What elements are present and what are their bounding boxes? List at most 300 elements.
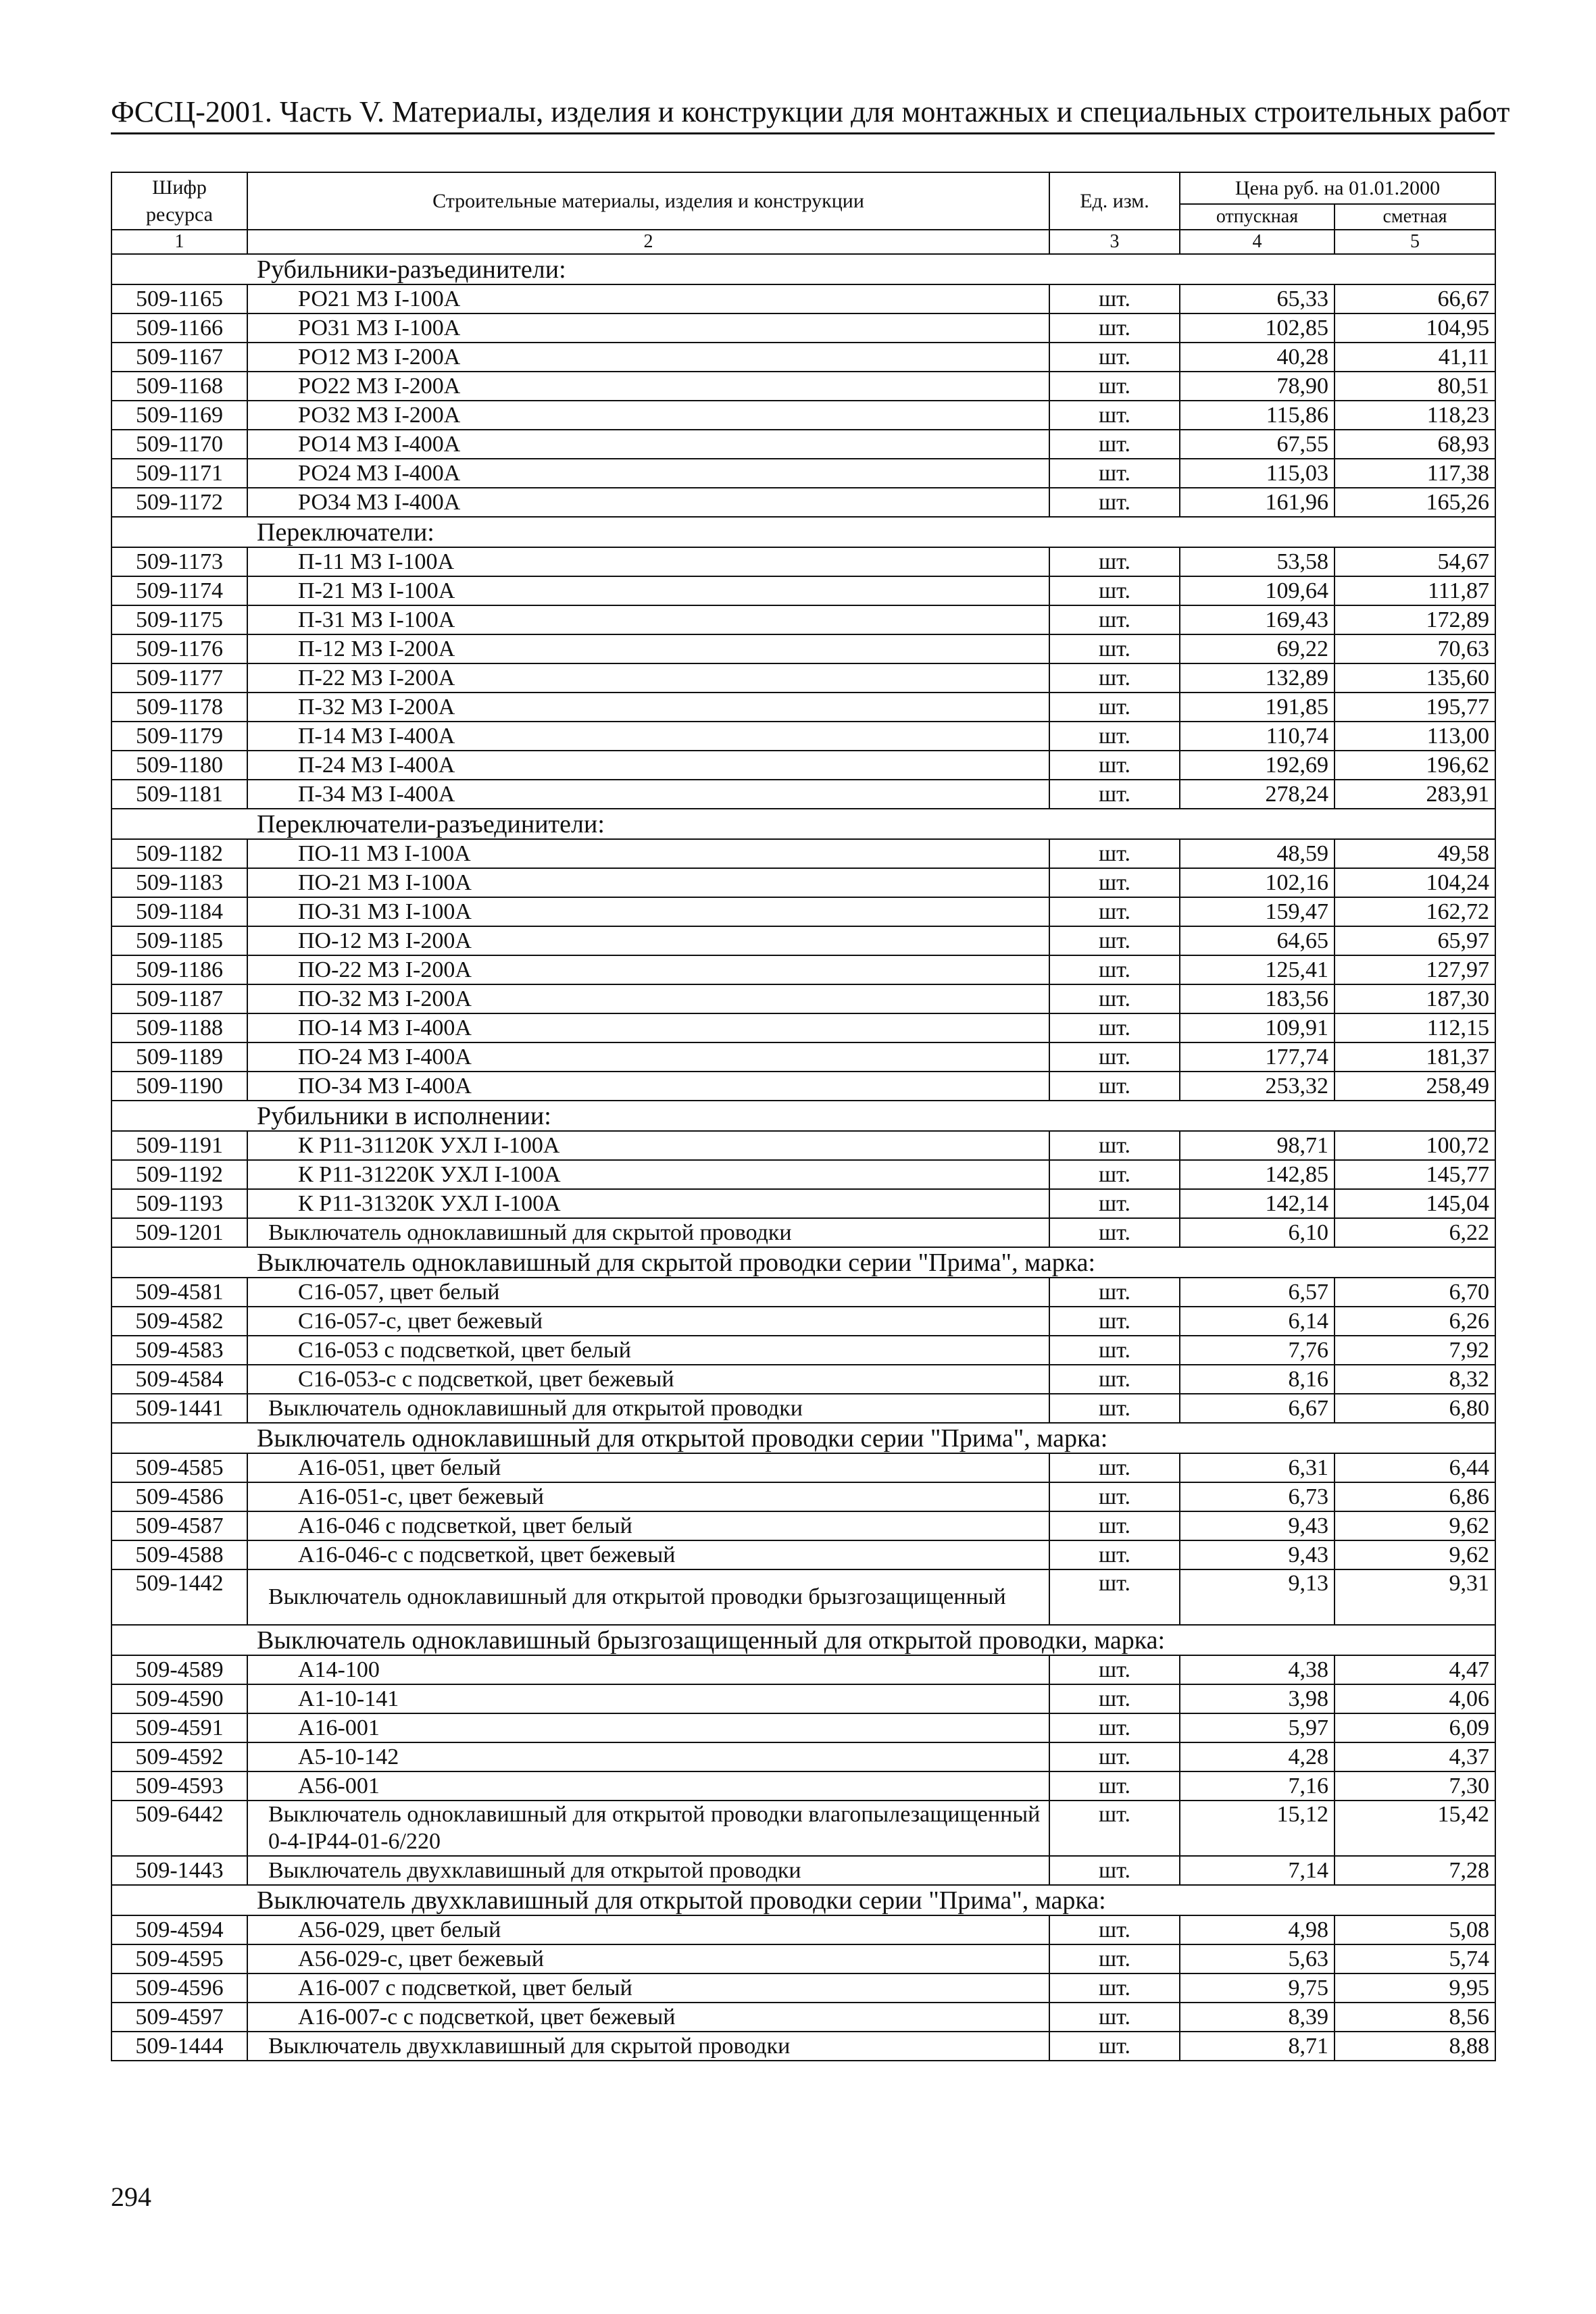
resource-code-cell: 509-1184 [111,897,247,926]
resource-code-cell: 509-1165 [111,284,247,313]
release-price-cell: 3,98 [1180,1684,1335,1713]
unit-cell: шт. [1049,1856,1180,1885]
release-price-cell: 115,03 [1180,459,1335,488]
release-price-cell: 5,97 [1180,1713,1335,1742]
table-row [111,1336,1495,1365]
release-price-cell: 192,69 [1180,751,1335,780]
item-name-cell: П-21 МЗ I-100А [247,576,1049,605]
resource-code-cell: 509-1179 [111,722,247,751]
table-row [111,1801,1495,1856]
item-name-cell: ПО-31 МЗ I-100А [247,897,1049,926]
item-name-cell: А16-051, цвет белый [247,1453,1049,1482]
item-name-cell: С16-053-с с подсветкой, цвет бежевый [247,1365,1049,1394]
section-heading-row [111,254,1495,284]
resource-code-cell: 509-1443 [111,1856,247,1885]
estimate-price-cell: 9,95 [1335,1973,1495,2003]
resource-code-cell: 509-1173 [111,547,247,576]
unit-cell: шт. [1049,1655,1180,1684]
table-row [111,1013,1495,1042]
item-name-cell: РО31 МЗ I-100А [247,313,1049,343]
resource-code-cell: 509-1192 [111,1160,247,1189]
table-row [111,547,1495,576]
estimate-price-cell: 8,88 [1335,2032,1495,2061]
estimate-price-cell: 187,30 [1335,984,1495,1013]
table-row [111,1453,1495,1482]
estimate-price-cell: 135,60 [1335,663,1495,693]
unit-cell: шт. [1049,1713,1180,1742]
unit-cell: шт. [1049,1482,1180,1511]
resource-code-cell: 509-1190 [111,1072,247,1101]
item-name-cell: А56-029, цвет белый [247,1915,1049,1944]
resource-code-cell: 509-1167 [111,343,247,372]
item-name-cell: Выключатель одноклавишный для открытой проводки влагопылезащищенный 0-4-IP44-01-6/220 [247,1801,1049,1856]
release-price-cell: 161,96 [1180,488,1335,517]
item-name-cell: К Р11-31220К УХЛ I-100А [247,1160,1049,1189]
table-row [111,926,1495,955]
estimate-price-cell: 9,62 [1335,1540,1495,1569]
unit-cell: шт. [1049,1307,1180,1336]
item-name-cell: РО22 МЗ I-200А [247,372,1049,401]
table-row [111,401,1495,430]
estimate-price-cell: 181,37 [1335,1042,1495,1072]
release-price-cell: 6,57 [1180,1278,1335,1307]
resource-code-cell: 509-4590 [111,1684,247,1713]
release-price-cell: 9,43 [1180,1511,1335,1540]
resource-code-cell: 509-1183 [111,868,247,897]
unit-cell: шт. [1049,984,1180,1013]
unit-cell: шт. [1049,1218,1180,1247]
table-row [111,1042,1495,1072]
resource-code-cell: 509-6442 [111,1801,247,1856]
release-price-cell: 109,64 [1180,576,1335,605]
table-row [111,1915,1495,1944]
unit-cell: шт. [1049,780,1180,809]
section-title: Рубильники-разъединители: [111,254,1495,284]
resource-code-cell: 509-1172 [111,488,247,517]
table-row [111,1713,1495,1742]
unit-cell: шт. [1049,1453,1180,1482]
section-title: Выключатель одноклавишный брызгозащищенный для открытой проводки, марка: [111,1625,1495,1655]
unit-cell: шт. [1049,839,1180,868]
unit-cell: шт. [1049,663,1180,693]
estimate-price-cell: 7,28 [1335,1856,1495,1885]
resource-code-cell: 509-1187 [111,984,247,1013]
unit-cell: шт. [1049,868,1180,897]
unit-cell: шт. [1049,1915,1180,1944]
resource-code-cell: 509-1171 [111,459,247,488]
estimate-price-cell: 162,72 [1335,897,1495,926]
table-row [111,955,1495,984]
table-row [111,1655,1495,1684]
release-price-cell: 98,71 [1180,1131,1335,1160]
section-heading-row [111,517,1495,547]
item-name-cell: К Р11-31120К УХЛ I-100А [247,1131,1049,1160]
unit-cell: шт. [1049,1072,1180,1101]
table-row [111,1365,1495,1394]
estimate-price-cell: 104,24 [1335,868,1495,897]
unit-cell: шт. [1049,1189,1180,1218]
release-price-cell: 78,90 [1180,372,1335,401]
unit-cell: шт. [1049,693,1180,722]
section-heading-row [111,1101,1495,1131]
item-name-cell: Выключатель двухклавишный для открытой проводки [247,1856,1049,1885]
estimate-price-cell: 5,74 [1335,1944,1495,1973]
unit-cell: шт. [1049,576,1180,605]
estimate-price-cell: 6,26 [1335,1307,1495,1336]
item-name-cell: П-32 МЗ I-200А [247,693,1049,722]
unit-cell: шт. [1049,284,1180,313]
release-price-cell: 6,73 [1180,1482,1335,1511]
item-name-cell: П-11 МЗ I-100А [247,547,1049,576]
item-name-cell: ПО-11 МЗ I-100А [247,839,1049,868]
release-price-cell: 278,24 [1180,780,1335,809]
item-name-cell: РО34 МЗ I-400А [247,488,1049,517]
resource-code-cell: 509-1189 [111,1042,247,1072]
item-name-cell: А16-007-с с подсветкой, цвет бежевый [247,2003,1049,2032]
unit-cell: шт. [1049,547,1180,576]
release-price-cell: 7,76 [1180,1336,1335,1365]
resource-code-cell: 509-1441 [111,1394,247,1423]
unit-cell: шт. [1049,1394,1180,1423]
release-price-cell: 6,31 [1180,1453,1335,1482]
release-price-cell: 8,39 [1180,2003,1335,2032]
estimate-price-cell: 4,06 [1335,1684,1495,1713]
estimate-price-cell: 111,87 [1335,576,1495,605]
estimate-price-cell: 6,44 [1335,1453,1495,1482]
release-price-cell: 9,75 [1180,1973,1335,2003]
item-name-cell: А16-007 с подсветкой, цвет белый [247,1973,1049,2003]
item-name-cell: П-14 МЗ I-400А [247,722,1049,751]
item-name-cell: РО14 МЗ I-400А [247,430,1049,459]
release-price-cell: 48,59 [1180,839,1335,868]
resource-code-cell: 509-1180 [111,751,247,780]
estimate-price-cell: 4,37 [1335,1742,1495,1771]
estimate-price-cell: 117,38 [1335,459,1495,488]
table-row [111,430,1495,459]
page-number: 294 [111,2182,151,2212]
resource-code-cell: 509-1188 [111,1013,247,1042]
table-row [111,343,1495,372]
estimate-price-cell: 195,77 [1335,693,1495,722]
item-name-cell: П-24 МЗ I-400А [247,751,1049,780]
section-heading-row [111,1625,1495,1655]
unit-cell: шт. [1049,343,1180,372]
estimate-price-cell: 6,86 [1335,1482,1495,1511]
item-name-cell: Выключатель двухклавишный для скрытой проводки [247,2032,1049,2061]
item-name-cell: П-34 МЗ I-400А [247,780,1049,809]
estimate-price-cell: 15,42 [1335,1801,1495,1856]
item-name-cell: ПО-32 МЗ I-200А [247,984,1049,1013]
table-body [111,254,1495,2061]
item-name-cell: ПО-14 МЗ I-400А [247,1013,1049,1042]
resource-code-cell: 509-4582 [111,1307,247,1336]
estimate-price-cell: 113,00 [1335,722,1495,751]
resource-code-cell: 509-4587 [111,1511,247,1540]
resource-code-cell: 509-1166 [111,313,247,343]
unit-cell: шт. [1049,430,1180,459]
table-row [111,1278,1495,1307]
section-title: Выключатель одноклавишный для открытой проводки серии "Прима", марка: [111,1423,1495,1453]
release-price-cell: 4,98 [1180,1915,1335,1944]
resource-code-cell: 509-4594 [111,1915,247,1944]
estimate-price-cell: 6,80 [1335,1394,1495,1423]
release-price-cell: 69,22 [1180,634,1335,663]
estimate-price-cell: 100,72 [1335,1131,1495,1160]
item-name-cell: П-31 МЗ I-100А [247,605,1049,634]
header-release-price: отпускная [1180,204,1335,230]
table-row [111,1569,1495,1625]
resource-code-cell: 509-1175 [111,605,247,634]
item-name-cell: А5-10-142 [247,1742,1049,1771]
release-price-cell: 132,89 [1180,663,1335,693]
unit-cell: шт. [1049,955,1180,984]
unit-cell: шт. [1049,1160,1180,1189]
unit-cell: шт. [1049,1540,1180,1569]
estimate-price-cell: 80,51 [1335,372,1495,401]
release-price-cell: 253,32 [1180,1072,1335,1101]
resource-code-cell: 509-1193 [111,1189,247,1218]
unit-cell: шт. [1049,1131,1180,1160]
item-name-cell: А16-046 с подсветкой, цвет белый [247,1511,1049,1540]
release-price-cell: 67,55 [1180,430,1335,459]
unit-cell: шт. [1049,1742,1180,1771]
table-row [111,1482,1495,1511]
release-price-cell: 40,28 [1180,343,1335,372]
unit-cell: шт. [1049,897,1180,926]
estimate-price-cell: 9,31 [1335,1569,1495,1625]
estimate-price-cell: 127,97 [1335,955,1495,984]
table-row [111,1742,1495,1771]
estimate-price-cell: 145,77 [1335,1160,1495,1189]
page-header: ФССЦ-2001. Часть V. Материалы, изделия и конструкции для монтажных и специальных строительных работ [111,95,1495,134]
item-name-cell: РО32 МЗ I-200А [247,401,1049,430]
estimate-price-cell: 118,23 [1335,401,1495,430]
estimate-price-cell: 112,15 [1335,1013,1495,1042]
release-price-cell: 4,28 [1180,1742,1335,1771]
resource-code-cell: 509-4584 [111,1365,247,1394]
table-header-row [111,172,1495,204]
resource-code-cell: 509-1191 [111,1131,247,1160]
resource-code-cell: 509-1169 [111,401,247,430]
resource-code-cell: 509-1174 [111,576,247,605]
section-title: Переключатели-разъединители: [111,809,1495,839]
item-name-cell: С16-053 с подсветкой, цвет белый [247,1336,1049,1365]
item-name-cell: ПО-12 МЗ I-200А [247,926,1049,955]
section-heading-row [111,1885,1495,1915]
table-row [111,2032,1495,2061]
item-name-cell: А16-001 [247,1713,1049,1742]
item-name-cell: РО12 МЗ I-200А [247,343,1049,372]
unit-cell: шт. [1049,722,1180,751]
item-name-cell: П-22 МЗ I-200А [247,663,1049,693]
unit-cell: шт. [1049,1973,1180,2003]
resource-code-cell: 509-1168 [111,372,247,401]
unit-cell: шт. [1049,1278,1180,1307]
unit-cell: шт. [1049,605,1180,634]
section-title: Переключатели: [111,517,1495,547]
resource-code-cell: 509-4588 [111,1540,247,1569]
item-name-cell: РО21 МЗ I-100А [247,284,1049,313]
estimate-price-cell: 68,93 [1335,430,1495,459]
release-price-cell: 9,43 [1180,1540,1335,1569]
release-price-cell: 177,74 [1180,1042,1335,1072]
resource-code-cell: 509-4581 [111,1278,247,1307]
release-price-cell: 5,63 [1180,1944,1335,1973]
estimate-price-cell: 145,04 [1335,1189,1495,1218]
release-price-cell: 7,14 [1180,1856,1335,1885]
resource-code-cell: 509-4593 [111,1771,247,1801]
section-title: Рубильники в исполнении: [111,1101,1495,1131]
column-number: 5 [1335,230,1495,254]
item-name-cell: ПО-24 МЗ I-400А [247,1042,1049,1072]
section-heading-row [111,1247,1495,1278]
table-row [111,488,1495,517]
estimate-price-cell: 70,63 [1335,634,1495,663]
release-price-cell: 15,12 [1180,1801,1335,1856]
header-code: Шифр ресурса [111,172,247,230]
release-price-cell: 9,13 [1180,1569,1335,1625]
table-row [111,2003,1495,2032]
release-price-cell: 169,43 [1180,605,1335,634]
section-title: Выключатель двухклавишный для открытой проводки серии "Прима", марка: [111,1885,1495,1915]
unit-cell: шт. [1049,1771,1180,1801]
table-row [111,984,1495,1013]
estimate-price-cell: 41,11 [1335,343,1495,372]
unit-cell: шт. [1049,1336,1180,1365]
column-number-row [111,230,1495,254]
item-name-cell: Выключатель одноклавишный для открытой проводки [247,1394,1049,1423]
release-price-cell: 142,85 [1180,1160,1335,1189]
estimate-price-cell: 4,47 [1335,1655,1495,1684]
unit-cell: шт. [1049,751,1180,780]
release-price-cell: 102,85 [1180,313,1335,343]
item-name-cell: А16-051-с, цвет бежевый [247,1482,1049,1511]
table-row [111,459,1495,488]
release-price-cell: 8,16 [1180,1365,1335,1394]
column-number: 2 [247,230,1049,254]
table-row [111,313,1495,343]
release-price-cell: 109,91 [1180,1013,1335,1042]
release-price-cell: 8,71 [1180,2032,1335,2061]
estimate-price-cell: 8,32 [1335,1365,1495,1394]
table-row [111,372,1495,401]
resource-code-cell: 509-1182 [111,839,247,868]
estimate-price-cell: 6,22 [1335,1218,1495,1247]
estimate-price-cell: 65,97 [1335,926,1495,955]
unit-cell: шт. [1049,1042,1180,1072]
estimate-price-cell: 196,62 [1335,751,1495,780]
resource-code-cell: 509-4591 [111,1713,247,1742]
item-name-cell: А1-10-141 [247,1684,1049,1713]
resource-code-cell: 509-4596 [111,1973,247,2003]
table-row [111,1511,1495,1540]
estimate-price-cell: 258,49 [1335,1072,1495,1101]
item-name-cell: А56-029-с, цвет бежевый [247,1944,1049,1973]
resource-code-cell: 509-1185 [111,926,247,955]
item-name-cell: А56-001 [247,1771,1049,1801]
estimate-price-cell: 66,67 [1335,284,1495,313]
table-row [111,839,1495,868]
estimate-price-cell: 54,67 [1335,547,1495,576]
unit-cell: шт. [1049,1801,1180,1856]
estimate-price-cell: 7,30 [1335,1771,1495,1801]
table-row [111,1189,1495,1218]
resource-code-cell: 509-1181 [111,780,247,809]
item-name-cell: ПО-22 МЗ I-200А [247,955,1049,984]
table-row [111,897,1495,926]
release-price-cell: 125,41 [1180,955,1335,984]
item-name-cell: П-12 МЗ I-200А [247,634,1049,663]
unit-cell: шт. [1049,1569,1180,1625]
release-price-cell: 115,86 [1180,401,1335,430]
column-number: 1 [111,230,247,254]
estimate-price-cell: 172,89 [1335,605,1495,634]
resource-code-cell: 509-1442 [111,1569,247,1625]
unit-cell: шт. [1049,313,1180,343]
release-price-cell: 6,10 [1180,1218,1335,1247]
item-name-cell: Выключатель одноклавишный для скрытой проводки [247,1218,1049,1247]
column-number: 3 [1049,230,1180,254]
table-row [111,1540,1495,1569]
table-row [111,634,1495,663]
release-price-cell: 6,14 [1180,1307,1335,1336]
table-row [111,751,1495,780]
unit-cell: шт. [1049,2032,1180,2061]
resource-code-cell: 509-1170 [111,430,247,459]
table-row [111,1394,1495,1423]
table-row [111,868,1495,897]
section-title: Выключатель одноклавишный для скрытой проводки серии "Прима", марка: [111,1247,1495,1278]
unit-cell: шт. [1049,634,1180,663]
table-row [111,1771,1495,1801]
column-number: 4 [1180,230,1335,254]
table-row [111,693,1495,722]
release-price-cell: 6,67 [1180,1394,1335,1423]
estimate-price-cell: 7,92 [1335,1336,1495,1365]
resource-code-cell: 509-1444 [111,2032,247,2061]
release-price-cell: 191,85 [1180,693,1335,722]
resource-code-cell: 509-1186 [111,955,247,984]
release-price-cell: 110,74 [1180,722,1335,751]
unit-cell: шт. [1049,488,1180,517]
table-row [111,1944,1495,1973]
release-price-cell: 65,33 [1180,284,1335,313]
table-row [111,1072,1495,1101]
unit-cell: шт. [1049,459,1180,488]
resource-code-cell: 509-4589 [111,1655,247,1684]
table-row [111,663,1495,693]
table-row [111,576,1495,605]
resource-code-cell: 509-4585 [111,1453,247,1482]
release-price-cell: 4,38 [1180,1655,1335,1684]
header-name: Строительные материалы, изделия и конструкции [247,172,1049,230]
section-heading-row [111,809,1495,839]
item-name-cell: С16-057, цвет белый [247,1278,1049,1307]
table-row [111,1160,1495,1189]
resource-code-cell: 509-1176 [111,634,247,663]
estimate-price-cell: 165,26 [1335,488,1495,517]
estimate-price-cell: 6,09 [1335,1713,1495,1742]
header-unit: Ед. изм. [1049,172,1180,230]
estimate-price-cell: 283,91 [1335,780,1495,809]
table-row [111,1307,1495,1336]
item-name-cell: К Р11-31320К УХЛ I-100А [247,1189,1049,1218]
header-price-group: Цена руб. на 01.01.2000 [1180,172,1495,204]
item-name-cell: Выключатель одноклавишный для открытой проводки брызгозащищенный [247,1569,1049,1625]
resource-code-cell: 509-1177 [111,663,247,693]
resource-code-cell: 509-4583 [111,1336,247,1365]
section-heading-row [111,1423,1495,1453]
